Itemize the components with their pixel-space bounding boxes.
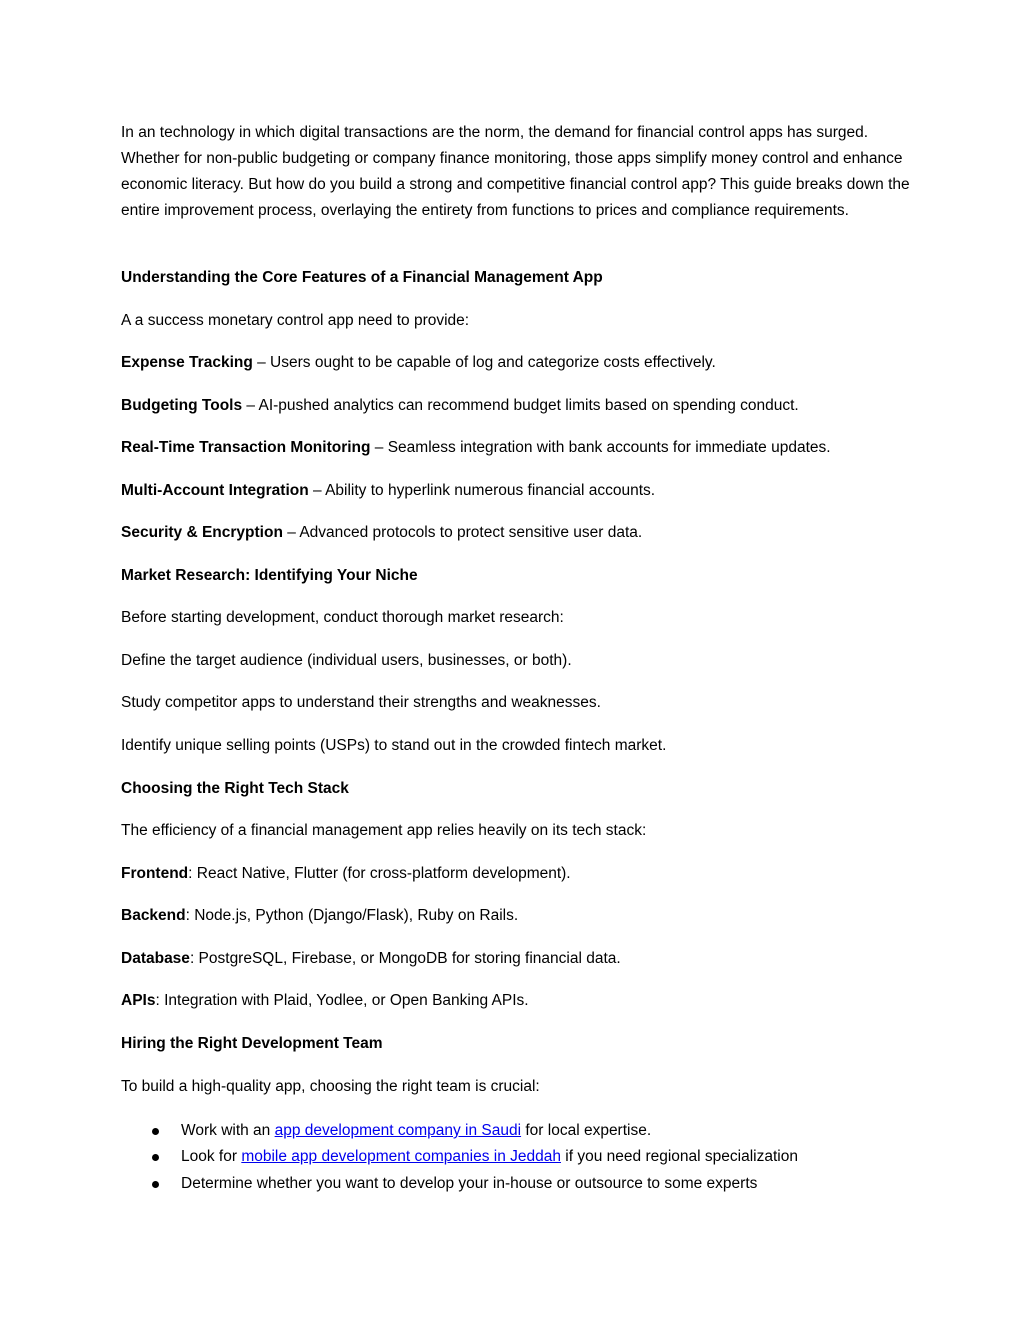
tech-term: Backend [121, 907, 186, 924]
feature-term: Multi-Account Integration [121, 482, 309, 499]
feature-desc: – Users ought to be capable of log and categorize costs effectively. [252, 354, 716, 371]
bullet-text-after: if you need regional specialization [561, 1148, 798, 1165]
feature-desc: – Ability to hyperlink numerous financial accounts. [308, 482, 656, 499]
section-heading-tech-stack: Choosing the Right Tech Stack [121, 780, 349, 797]
tech-item [121, 905, 518, 927]
bullet-text-after: for local expertise. [521, 1122, 652, 1139]
tech-item [121, 990, 529, 1012]
section-heading-core-features: Understanding the Core Features of a Financial Management App [121, 269, 603, 286]
market-line: Before starting development, conduct thorough market research: [121, 609, 564, 626]
tech-term: APIs [121, 992, 156, 1009]
tech-desc: : Integration with Plaid, Yodlee, or Open Banking APIs. [155, 992, 529, 1009]
bullet-text-before: Look for [181, 1148, 242, 1165]
market-line: Define the target audience (individual users, businesses, or both). [121, 652, 572, 669]
tech-desc: : PostgreSQL, Firebase, or MongoDB for storing financial data. [189, 950, 621, 967]
section-heading-hiring-team: Hiring the Right Development Team [121, 1035, 383, 1052]
feature-desc: – AI-pushed analytics can recommend budget limits based on spending conduct. [242, 397, 799, 414]
market-line: Study competitor apps to understand their strengths and weaknesses. [121, 694, 601, 711]
tech-item [121, 948, 621, 970]
hiring-team-intro: To build a high-quality app, choosing the right team is crucial: [121, 1078, 540, 1095]
bullet-icon [152, 1181, 159, 1188]
feature-item [121, 522, 642, 544]
feature-term: Security & Encryption [121, 524, 283, 541]
tech-item [121, 863, 571, 885]
bullet-icon [152, 1154, 159, 1161]
market-line: Identify unique selling points (USPs) to stand out in the crowded fintech market. [121, 737, 667, 754]
feature-term: Budgeting Tools [121, 397, 243, 414]
link-mobile-app-development-jeddah[interactable]: mobile app development companies in Jeddah [241, 1148, 561, 1165]
bullet-icon [152, 1128, 159, 1135]
tech-stack-intro: The efficiency of a financial management app relies heavily on its tech stack: [121, 822, 647, 839]
intro-paragraph: In an technology in which digital transactions are the norm, the demand for financial control apps has surged. Whether for non-public budgeting or company finance monitoring, those apps simplify money control and enhance economic literacy. But how do you build a strong and competitive financial control app? This guide breaks down the entire improvement process, overlaying the entirety from functions to prices and compliance requirements. [121, 124, 910, 219]
tech-desc: : Node.js, Python (Django/Flask), Ruby on Rails. [185, 907, 519, 924]
feature-term: Expense Tracking [121, 354, 253, 371]
section-heading-market-research: Market Research: Identifying Your Niche [121, 567, 418, 584]
bullet-text-before: Work with an [181, 1122, 275, 1139]
bullet-text [181, 1146, 798, 1168]
link-app-development-company-saudi[interactable]: app development company in Saudi [274, 1122, 522, 1139]
feature-desc: – Seamless integration with bank accounts for immediate updates. [370, 439, 831, 456]
bullet-text [181, 1120, 651, 1142]
feature-item [121, 352, 716, 374]
feature-item [121, 480, 655, 502]
tech-desc: : React Native, Flutter (for cross-platform development). [188, 865, 571, 882]
core-features-intro: A a success monetary control app need to provide: [121, 312, 470, 329]
feature-item [121, 395, 799, 417]
feature-term: Real-Time Transaction Monitoring [121, 439, 371, 456]
tech-term: Database [121, 950, 190, 967]
bullet-text: Determine whether you want to develop your in-house or outsource to some experts [181, 1175, 758, 1192]
feature-desc: – Advanced protocols to protect sensitive user data. [282, 524, 643, 541]
tech-term: Frontend [121, 865, 189, 882]
feature-item [121, 437, 831, 459]
